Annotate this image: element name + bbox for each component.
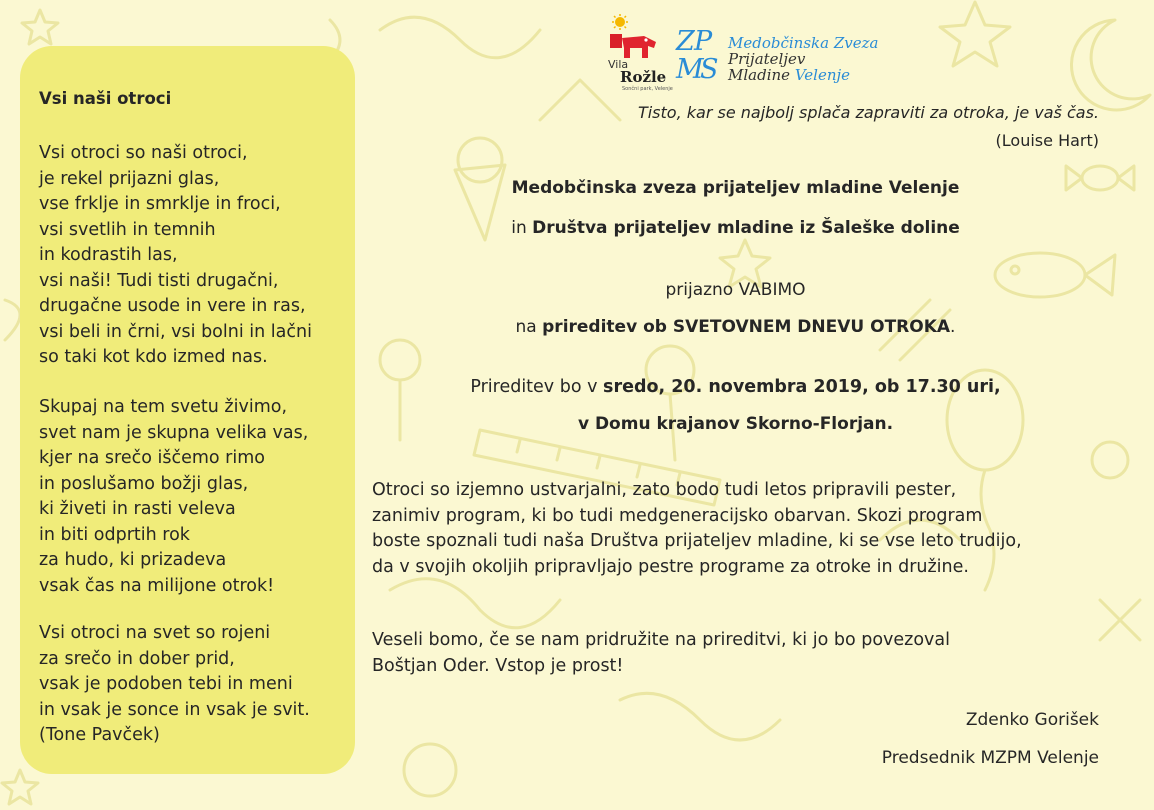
poem-line: vsak je podoben tebi in meni [39, 674, 293, 694]
poem-line: ki živeti in rasti veleva [39, 499, 236, 519]
poem-line: je rekel prijazni glas, [39, 168, 220, 189]
event-suffix: . [950, 317, 956, 337]
poem-line: vse frklje in smrklje in froci, [39, 194, 281, 214]
paragraph-line: da v svojih okoljih pripravljajo pestre programe za otroke in družine. [372, 556, 969, 577]
poem-line: za hudo, ki prizadeva [39, 550, 227, 570]
zpms-letter: P [694, 26, 713, 57]
paragraph-line: Otroci so izjemno ustvarjalni, zato bodo tudi letos pripravili pester, [372, 480, 957, 500]
vila-rozle-mascot-icon [604, 14, 664, 60]
paragraph-line: boste spoznali tudi naša Društva prijateljev mladine, ki se vse leto trudijo, [372, 531, 1022, 551]
poem-line: Skupaj na tem svetu živimo, [39, 397, 288, 417]
event-prefix: na [515, 317, 537, 337]
zpms-logo [676, 28, 726, 86]
event-date-prefix: Prireditev bo v [470, 377, 598, 397]
body-paragraph-1 [372, 478, 1022, 580]
event-date: sredo, 20. novembra 2019, ob 17.30 uri, [603, 377, 1001, 397]
poem-stanza-3 [39, 621, 310, 749]
rozle-text: Rožle [620, 68, 667, 86]
poem-stanza-2 [39, 395, 308, 599]
poem-line: za srečo in dober prid, [39, 648, 235, 669]
poem-line: so taki kot kdo izmed nas. [39, 347, 268, 367]
org-name-line-1: Medobčinska Zveza [728, 34, 879, 52]
poem-line: svet nam je skupna velika vas, [39, 422, 309, 443]
event-location: v Domu krajanov Skorno-Florjan. [577, 414, 894, 434]
zpms-letter: M [676, 54, 704, 85]
logos [604, 14, 904, 92]
paragraph-line: zanimiv program, ki bo tudi medgeneracijsko obarvan. Skozi program [372, 505, 983, 526]
event-date-line [372, 377, 1099, 397]
org-name-accent: Velenje [794, 66, 851, 84]
organizer-secondary [372, 218, 1099, 238]
poem-line: in biti odprtih rok [39, 524, 190, 545]
paragraph-line: Veseli bomo, če se nam pridružite na prireditvi, ki jo bo povezoval [372, 630, 951, 650]
rozle-subtitle: Sončni park, Velenje [622, 86, 673, 92]
zpms-letter: Z [676, 26, 695, 57]
poem-line: Vsi otroci na svet so rojeni [39, 623, 271, 643]
poem-line: drugačne usode in vere in ras, [39, 296, 306, 316]
poem-line: vsi svetlih in temnih [39, 219, 216, 240]
poem-line: in poslušamo božji glas, [39, 473, 249, 494]
poem-line: kjer na srečo iščemo rimo [39, 448, 265, 468]
vila-rozle-logo [604, 14, 673, 92]
organizer-secondary-name: Društva prijateljev mladine iz Šaleške doline [532, 218, 960, 238]
quote-text: Tisto, kar se najbolj splača zapraviti za otroka, je vaš čas. [637, 103, 1099, 122]
poem-line: in vsak je sonce in vsak je svit. [39, 699, 310, 720]
org-name-line-2: Prijateljev [728, 50, 806, 68]
paragraph-line: Boštjan Oder. Vstop je prost! [372, 655, 624, 676]
invite-line: prijazno VABIMO [665, 280, 806, 300]
event-name: prireditev ob SVETOVNEM DNEVU OTROKA [542, 317, 951, 337]
star-doodle-icon [940, 2, 1010, 66]
moon-doodle-icon [1071, 20, 1150, 110]
body-paragraph-2 [372, 628, 950, 679]
vila-text: Vila [608, 58, 629, 71]
poem-line: in kodrastih las, [39, 245, 178, 265]
quote-author: (Louise Hart) [995, 131, 1099, 150]
signature-title: Predsednik MZPM Velenje [881, 748, 1099, 768]
poem-title: Vsi naši otroci [39, 89, 172, 108]
event-line [372, 317, 1099, 337]
poem-author: (Tone Pavček) [39, 725, 160, 745]
poem-line: Vsi otroci so naši otroci, [39, 143, 248, 163]
organizer-secondary-prefix: in [511, 218, 527, 238]
sun-icon [612, 14, 628, 30]
poem-line: vsak čas na milijone otrok! [39, 575, 275, 596]
signature-name: Zdenko Gorišek [965, 710, 1099, 730]
org-name-line-3 [728, 68, 850, 83]
poem-stanza-1 [39, 141, 312, 371]
poem-line: vsi naši! Tudi tisti drugačni, [39, 270, 279, 291]
poem-line: vsi beli in črni, vsi bolni in lačni [39, 321, 312, 342]
organizer-primary: Medobčinska zveza prijateljev mladine Velenje [511, 178, 960, 198]
zpms-letter: S [700, 54, 719, 85]
org-name-main: Mladine [728, 66, 791, 84]
